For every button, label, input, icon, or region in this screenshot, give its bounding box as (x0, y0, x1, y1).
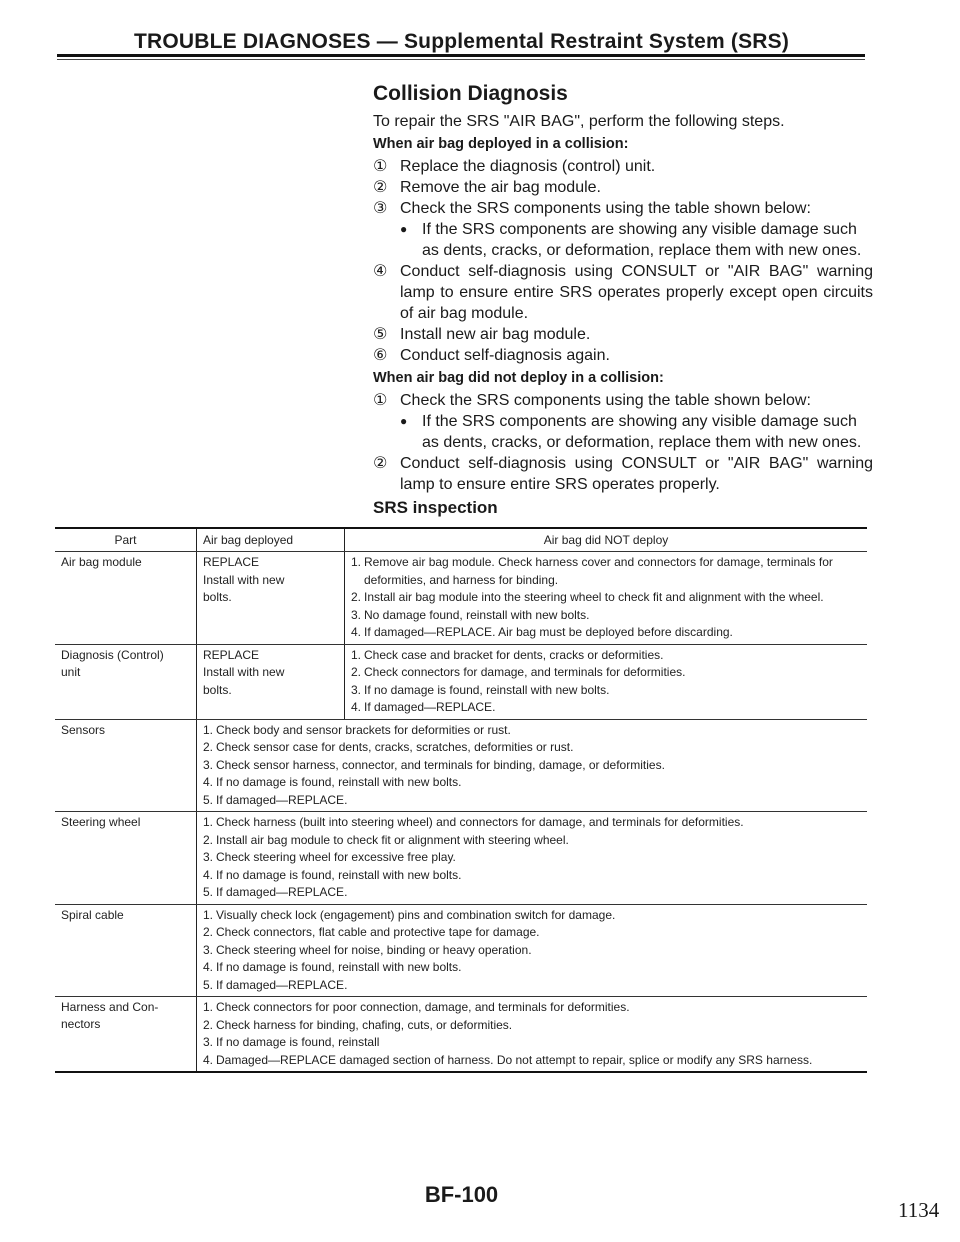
list-item (203, 722, 861, 740)
deployed-heading: When air bag deployed in a collision: (373, 136, 629, 152)
item-text: If damaged—REPLACE. (216, 792, 348, 807)
part-cell: Spiral cable (61, 907, 124, 922)
item-text: Check steering wheel for noise, binding or heavy operation. (216, 942, 532, 957)
item-number: 4. (203, 867, 214, 882)
list-item (203, 739, 861, 757)
table-header-row (55, 529, 867, 552)
item-text: If damaged—REPLACE. (364, 700, 496, 714)
item-text: If damaged—REPLACE. (216, 885, 348, 899)
item-number: 4. (351, 700, 362, 714)
item-number: 1. (351, 647, 362, 662)
item-text: If no damage is found, reinstall with new bolts. (216, 867, 462, 882)
item-number: 2. (203, 832, 214, 847)
item-number: 2. (351, 665, 362, 679)
combined-cell (196, 720, 867, 812)
list-item (203, 814, 861, 832)
list-item (203, 959, 861, 977)
combined-cell (196, 812, 867, 904)
part-line: Harness and Con- (61, 1000, 159, 1014)
item-text: Damaged—REPLACE damaged section of harness. Do not attempt to repair, splice or modify any SRS harness. (216, 1052, 813, 1067)
deployed-line: REPLACE (203, 647, 260, 662)
item-text: Install air bag module into the steering wheel to check fit and alignment with the wheel. (364, 590, 824, 604)
list-item (351, 664, 861, 682)
item-number: 2. (203, 740, 214, 754)
header-deployed: Air bag deployed (196, 529, 344, 551)
list-item (351, 607, 861, 625)
item-number: 4. (203, 775, 214, 789)
deployed-step (373, 324, 873, 345)
list-item (203, 792, 861, 810)
header-not-deployed: Air bag did NOT deploy (344, 529, 867, 551)
not-deployed-cell (344, 552, 867, 644)
table-row (55, 905, 867, 998)
step-number: ⑤ (373, 326, 388, 343)
item-text: Check harness for binding, chafing, cuts, or deformities. (216, 1017, 513, 1032)
list-item (203, 849, 861, 867)
item-number: 5. (203, 977, 214, 992)
part-line: unit (61, 664, 81, 679)
item-text: If no damage is found, reinstall with new bolts. (216, 775, 462, 789)
part-cell: Sensors (61, 722, 106, 737)
table-row (55, 812, 867, 905)
list-item (351, 624, 861, 642)
step-number: ③ (373, 200, 388, 217)
step-text: Conduct self-diagnosis using CONSULT or "AIR BAG" warning lamp to ensure entire SRS operates properly except open circuits of air bag module. (400, 263, 873, 322)
combined-cell (196, 997, 867, 1071)
bullet-text: If the SRS components are showing any visible damage such as dents, cracks, or deformation, replace them with new ones. (422, 221, 862, 259)
part-cell: Steering wheel (61, 815, 141, 829)
deployed-bullet (373, 219, 873, 261)
list-item (203, 757, 861, 775)
item-number: 1. (203, 722, 214, 737)
item-text: Check connectors for poor connection, damage, and terminals for deformities. (216, 1000, 630, 1014)
deployed-cell (196, 552, 344, 644)
bullet-dot-icon: ● (400, 222, 408, 236)
item-text: Check steering wheel for excessive free play. (216, 850, 456, 864)
list-item (351, 699, 861, 717)
list-item (203, 924, 861, 942)
list-item (203, 1017, 861, 1035)
deployed-line: bolts. (203, 590, 232, 604)
item-number: 2. (203, 1017, 214, 1032)
list-item (203, 774, 861, 792)
list-item (203, 867, 861, 885)
not-deployed-cell (344, 645, 867, 719)
step-text: Remove the air bag module. (400, 179, 601, 196)
step-text: Check the SRS components using the table shown below: (400, 392, 811, 409)
item-text: If damaged—REPLACE. (216, 977, 348, 992)
item-text: If damaged—REPLACE. Air bag must be deployed before discarding. (364, 625, 733, 639)
step-text: Conduct self-diagnosis using CONSULT or "AIR BAG" warning lamp to ensure entire SRS operates properly. (400, 455, 873, 493)
part-cell: Air bag module (61, 555, 142, 569)
part-cell (55, 997, 196, 1071)
item-text: If no damage is found, reinstall with new bolts. (216, 960, 462, 974)
list-item (203, 1052, 861, 1070)
table-row (55, 720, 867, 813)
part-cell (55, 645, 196, 719)
step-number: ② (373, 179, 388, 196)
header-rule (57, 54, 865, 57)
list-item (203, 1034, 861, 1052)
item-number: 4. (351, 625, 362, 639)
header-rule-thin (57, 59, 865, 60)
deployed-step (373, 177, 873, 198)
item-text: Remove air bag module. Check harness cover and connectors for damage, terminals for deformities, and harness for binding. (364, 555, 833, 587)
step-number: ⑥ (373, 347, 388, 364)
item-text: If no damage is found, reinstall with new bolts. (364, 682, 610, 697)
item-number: 2. (351, 590, 362, 604)
item-text: Check sensor case for dents, cracks, scratches, deformities or rust. (216, 740, 574, 754)
list-item (203, 942, 861, 960)
deployed-step (373, 345, 873, 366)
step-text: Conduct self-diagnosis again. (400, 347, 610, 364)
item-number: 1. (203, 815, 214, 829)
item-number: 1. (203, 1000, 214, 1014)
table-row (55, 645, 867, 720)
intro-text: To repair the SRS "AIR BAG", perform the following steps. (373, 113, 785, 130)
not-deployed-step (373, 453, 873, 495)
deployed-line: Install with new (203, 665, 285, 679)
page-number: 1134 (898, 1198, 940, 1222)
list-item (203, 832, 861, 850)
deployed-line: REPLACE (203, 555, 260, 569)
not-deployed-step (373, 390, 873, 411)
header-part: Part (114, 533, 137, 547)
bullet-text: If the SRS components are showing any visible damage such as dents, cracks, or deformation, replace them with new ones. (422, 413, 862, 451)
item-number: 3. (203, 850, 214, 864)
table-row (55, 997, 867, 1071)
item-number: 3. (351, 607, 362, 622)
item-number: 4. (203, 960, 214, 974)
not-deployed-heading: When air bag did not deploy in a collision: (373, 370, 664, 386)
item-text: Check case and bracket for dents, cracks or deformities. (364, 647, 664, 662)
not-deployed-bullet (373, 411, 873, 453)
part-line: nectors (61, 1017, 101, 1031)
collision-diagnosis-section (373, 82, 873, 518)
item-number: 2. (203, 925, 214, 939)
deployed-step (373, 198, 873, 219)
srs-inspection-table (55, 527, 867, 1073)
item-text: No damage found, reinstall with new bolts. (364, 607, 590, 622)
item-number: 4. (203, 1052, 214, 1067)
step-text: Install new air bag module. (400, 326, 591, 343)
list-item (203, 977, 861, 995)
item-number: 1. (351, 555, 362, 569)
step-number: ① (373, 158, 388, 175)
list-item (203, 907, 861, 925)
item-text: Visually check lock (engagement) pins and combination switch for damage. (216, 907, 616, 922)
item-number: 3. (351, 682, 362, 697)
deployed-line: bolts. (203, 682, 232, 697)
step-number: ② (373, 455, 388, 472)
table-bottom-rule (55, 1071, 867, 1073)
list-item (203, 999, 861, 1017)
table-row (55, 552, 867, 645)
item-text: If no damage is found, reinstall (216, 1035, 380, 1049)
step-text: Replace the diagnosis (control) unit. (400, 158, 656, 175)
item-text: Check sensor harness, connector, and terminals for binding, damage, or deformities. (216, 757, 665, 772)
step-number: ① (373, 392, 388, 409)
srs-inspection-title: SRS inspection (373, 498, 498, 517)
bullet-dot-icon: ● (400, 414, 408, 428)
page-header-title: TROUBLE DIAGNOSES — Supplemental Restraint System (SRS) (133, 30, 790, 53)
part-line: Diagnosis (Control) (61, 647, 164, 662)
item-text: Check connectors, flat cable and protective tape for damage. (216, 925, 540, 939)
list-item (203, 884, 861, 902)
deployed-line: Install with new (203, 572, 285, 587)
step-text: Check the SRS components using the table shown below: (400, 200, 811, 217)
item-number: 5. (203, 885, 214, 899)
item-number: 3. (203, 757, 214, 772)
deployed-cell (196, 645, 344, 719)
item-number: 5. (203, 792, 214, 807)
section-title: Collision Diagnosis (373, 82, 568, 105)
list-item (351, 647, 861, 665)
list-item (351, 589, 861, 607)
item-number: 3. (203, 1035, 214, 1049)
list-item (351, 682, 861, 700)
list-item (351, 554, 861, 589)
item-text: Install air bag module to check fit or alignment with steering wheel. (216, 832, 569, 847)
footer-page-code: BF-100 (424, 1182, 499, 1207)
item-text: Check body and sensor brackets for deformities or rust. (216, 722, 511, 737)
combined-cell (196, 905, 867, 997)
item-number: 3. (203, 942, 214, 957)
item-number: 1. (203, 907, 214, 922)
item-text: Check connectors for damage, and terminals for deformities. (364, 665, 686, 679)
deployed-step (373, 261, 873, 324)
step-number: ④ (373, 263, 388, 280)
deployed-step (373, 156, 873, 177)
item-text: Check harness (built into steering wheel) and connectors for damage, and terminals for deformities. (216, 815, 744, 829)
